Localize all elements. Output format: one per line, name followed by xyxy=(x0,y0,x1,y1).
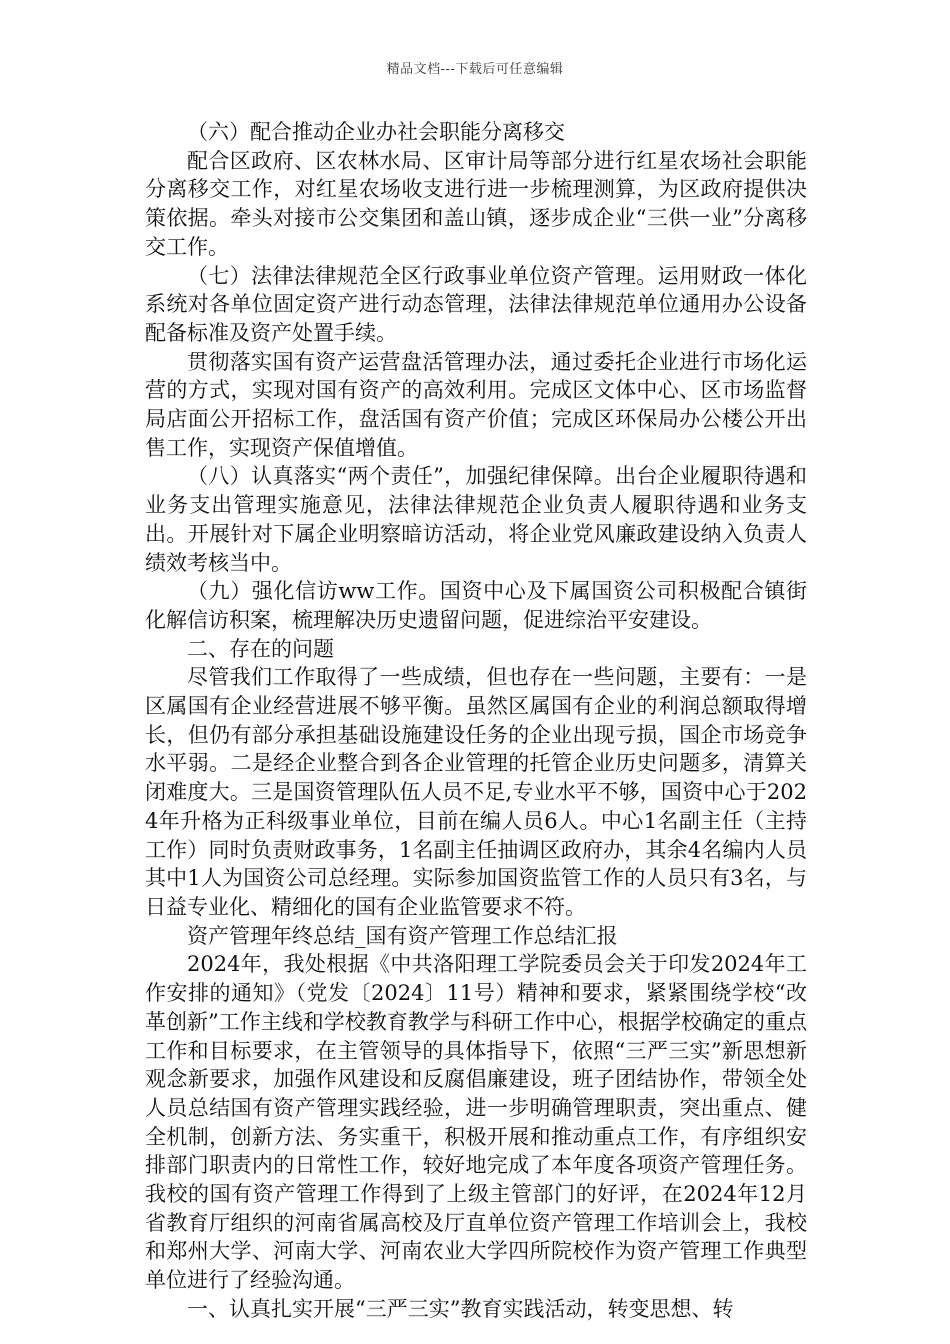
paragraph: 配合区政府、区农林水局、区审计局等部分进行红星农场社会职能分离移交工作，对红星农场收支进行进一步梳理测算，为区政府提供决策依据。牵头对接市公交集团和盖山镇，逐步成企业“三供一业”分离移交工作。 xyxy=(145,148,807,259)
section-heading-problems: 二、存在的问题 xyxy=(187,636,334,661)
section-heading-7: （七）法律法律规范全区行政事业单位资产管理。运用财政一体化系统对各单位固定资产进行动态管理，法律法律规范单位通用办公设备配备标准及资产处置手续。 xyxy=(145,263,807,345)
page-header: 精品文档---下载后可任意编辑 xyxy=(386,62,564,77)
section-heading-8: （八）认真落实“两个责任”，加强纪律保障。出台企业履职待遇和业务支出管理实施意见，法律法律规范企业负责人履职待遇和业务支出。开展针对下属企业明察暗访活动，将企业党风廉政建设纳入负责人绩效考核当中。 xyxy=(145,464,807,575)
section-heading-6: （六）配合推动企业办社会职能分离移交 xyxy=(187,120,565,144)
report-title: 资产管理年终总结_国有资产管理工作总结汇报 xyxy=(187,923,618,948)
paragraph: 2024年，我处根据《中共洛阳理工学院委员会关于印发2024年工作安排的通知》（党发〔2024〕11号）精神和要求，紧紧围绕学校“改革创新”工作主线和学校教育教学与科研工作中心，根据学校确定的重点工作和目标要求，在主管领导的具体指导下，依照“三严三实”新思想新观念新要求，加强作风建设和反腐倡廉建设，班子团结协作，带领全处人员总结国有资产管理实践经验，进一步明确管理职责，突出重点、健全机制，创新方法、务实重干，积极开展和推动重点工作，有序组织安排部门职责内的日常性工作，较好地完成了本年度各项资产管理任务。我校的国有资产管理工作得到了上级主管部门的好评，在2024年12月省教育厅组织的河南省属高校及厅直单位资产管理工作培训会上，我校和郑州大学、河南大学、河南农业大学四所院校作为资产管理工作典型单位进行了经验沟通。 xyxy=(145,952,807,1293)
paragraph: 贯彻落实国有资产运营盘活管理办法，通过委托企业进行市场化运营的方式，实现对国有资产的高效利用。完成区文体中心、区市场监督局店面公开招标工作，盘活国有资产价值；完成区环保局办公楼公开出售工作，实现资产保值增值。 xyxy=(145,349,807,460)
section-heading-1: 一、认真扎实开展“三严三实”教育实践活动，转变思想、转 xyxy=(187,1296,734,1321)
document-body xyxy=(145,118,807,1324)
paragraph: 尽管我们工作取得了一些成绩，但也存在一些问题，主要有：一是区属国有企业经营进展不够平衡。虽然区属国有企业的利润总额取得增长，但仍有部分承担基础设施建设任务的企业出现亏损，国企市场竞争水平弱。二是经企业整合到各企业管理的托管企业历史问题多，清算关闭难度大。三是国资管理队伍人员不足,专业水平不够，国资中心于2024年升格为正科级事业单位，目前在编人员6人。中心1名副主任（主持工作）同时负责财政事务，1名副主任抽调区政府办，其余4名编内人员其中1人为国资公司总经理。实际参加国资监管工作的人员只有3名，与日益专业化、精细化的国有企业监管要求不符。 xyxy=(145,665,807,919)
section-heading-9: （九）强化信访ww工作。国资中心及下属国资公司积极配合镇街化解信访积案，梳理解决历史遗留问题，促进综治平安建设。 xyxy=(145,579,807,632)
